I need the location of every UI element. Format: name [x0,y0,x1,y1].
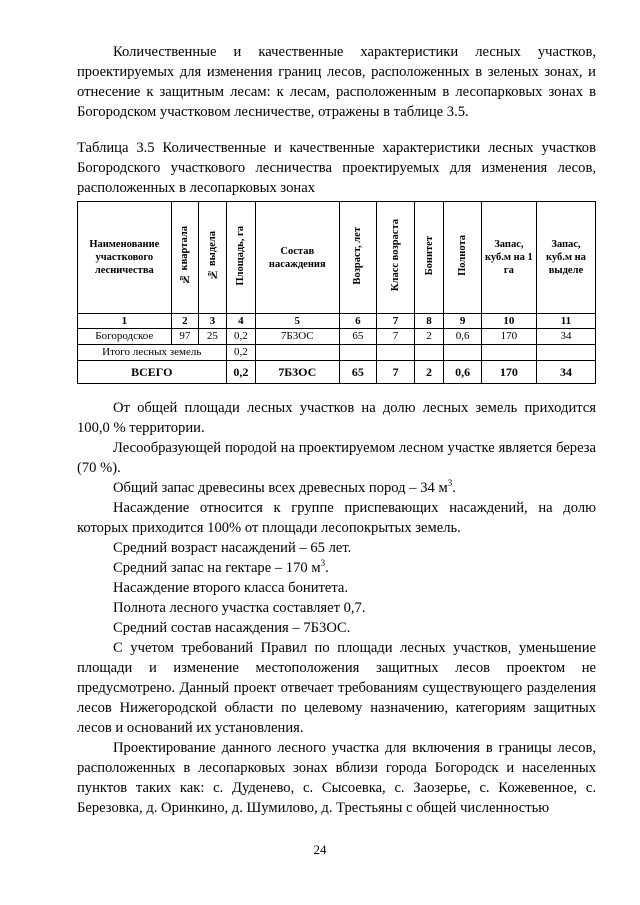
header-area: Площадь, га [226,202,256,314]
table-cell: 0,2 [226,329,256,345]
col-num: 5 [256,314,339,329]
table-cell [256,345,339,361]
table-header-row [78,202,596,314]
total-row [78,361,596,384]
paragraph: Насаждение второго класса бонитета. [113,580,349,596]
header-age-class: Класс возраста [377,202,415,314]
total-cell: 2 [414,361,444,384]
col-num: 6 [339,314,377,329]
table-cell: 0,6 [444,329,482,345]
header-density: Полнота [444,202,482,314]
table-cell: 7Б3ОС [256,329,339,345]
total-label: ВСЕГО [78,361,227,384]
total-cell: 65 [339,361,377,384]
header-name: Наименование участкового лесничества [78,202,172,314]
paragraph: Средний возраст насаждений – 65 лет. [113,540,352,556]
col-num: 4 [226,314,256,329]
table-cell: 34 [536,329,595,345]
table-cell: 97 [171,329,198,345]
total-cell: 170 [481,361,536,384]
header-kvartal: № квартала [171,202,198,314]
subtotal-row [78,345,596,361]
intro-paragraph: Количественные и качественные характеристики лесных участков, проектируемых для изменения границ лесов, расположенных в зеленых зонах, и отнесение к защитным лесам: к лесам, расположенным в лесопарковых зонах в Богородском участковом лесничестве, отражены в таблице 3.5. [77,44,596,120]
paragraph: Средний запас на гектаре – 170 $м^3$. [113,558,329,576]
total-cell: 7Б3ОС [256,361,339,384]
table-cell [444,345,482,361]
body-text [77,398,596,818]
col-num: 9 [444,314,482,329]
table-caption: Таблица 3.5 Количественные и качественные характеристики лесных участков Богородского участкового лесничества проектируемых для изменения лесов, расположенных в лесопарковых зонах [77,140,596,196]
forest-table [77,201,596,384]
table-cell: 25 [199,329,226,345]
table-cell [377,345,415,361]
table-cell: 170 [481,329,536,345]
paragraph: Средний состав насаждения – 7Б3ОС. [113,620,351,636]
col-num: 11 [536,314,595,329]
page-number: 24 [313,842,327,857]
col-num: 10 [481,314,536,329]
table-cell: 65 [339,329,377,345]
total-cell: 0,2 [226,361,256,384]
table-cell: 2 [414,329,444,345]
total-cell: 34 [536,361,595,384]
col-num: 2 [171,314,198,329]
paragraph: С учетом требований Правил по площади лесных участков, уменьшение площади и изменение местоположения защитных лесов проектом не предусмотрено. Данный проект отвечает требованиям существующего разделения лесов Нижегородской области по целевому назначению, категориям защитных лесов и оснований их установления. [77,640,596,736]
table-cell: 7 [377,329,415,345]
header-stock-per-ha: Запас, куб.м на 1 га [481,202,536,314]
total-cell: 7 [377,361,415,384]
document-page [77,42,596,818]
col-num: 3 [199,314,226,329]
subtotal-area: 0,2 [226,345,256,361]
table-cell [481,345,536,361]
paragraph: Общий запас древесины всех древесных пород – 34 $м^3$. [113,478,456,496]
col-num: 7 [377,314,415,329]
header-stock-total: Запас, куб.м на выделе [536,202,595,314]
table-cell [339,345,377,361]
column-number-row [78,314,596,329]
paragraph: Лесообразующей породой на проектируемом лесном участке является береза (70 %). [77,440,596,476]
header-vydel: № выдела [199,202,226,314]
table-cell [536,345,595,361]
table-row [78,329,596,345]
total-cell: 0,6 [444,361,482,384]
paragraph: Полнота лесного участка составляет 0,7. [113,600,366,616]
paragraph: Насаждение относится к группе приспевающих насаждений, на долю которых приходится 100% от площади лесопокрытых земель. [77,500,596,536]
paragraph: От общей площади лесных участков на долю лесных земель приходится 100,0 % территории. [77,400,596,436]
table-cell: Богородское [78,329,172,345]
subtotal-label: Итого лесных земель [78,345,227,361]
header-age: Возраст, лет [339,202,377,314]
table-cell [414,345,444,361]
header-bonitet: Бонитет [414,202,444,314]
col-num: 1 [78,314,172,329]
header-composition: Состав насаждения [256,202,339,314]
paragraph: Проектирование данного лесного участка для включения в границы лесов, расположенных в лесопарковых зонах вблизи города Богородск и населенных пунктов таких как: с. Дуденево, с. Сысоевка, с. Заозерье, с. Кожевенное, с. Березовка, д. Оринкино, д. Шумилово, д. Трестьяны с общей численностью [77,740,596,816]
col-num: 8 [414,314,444,329]
